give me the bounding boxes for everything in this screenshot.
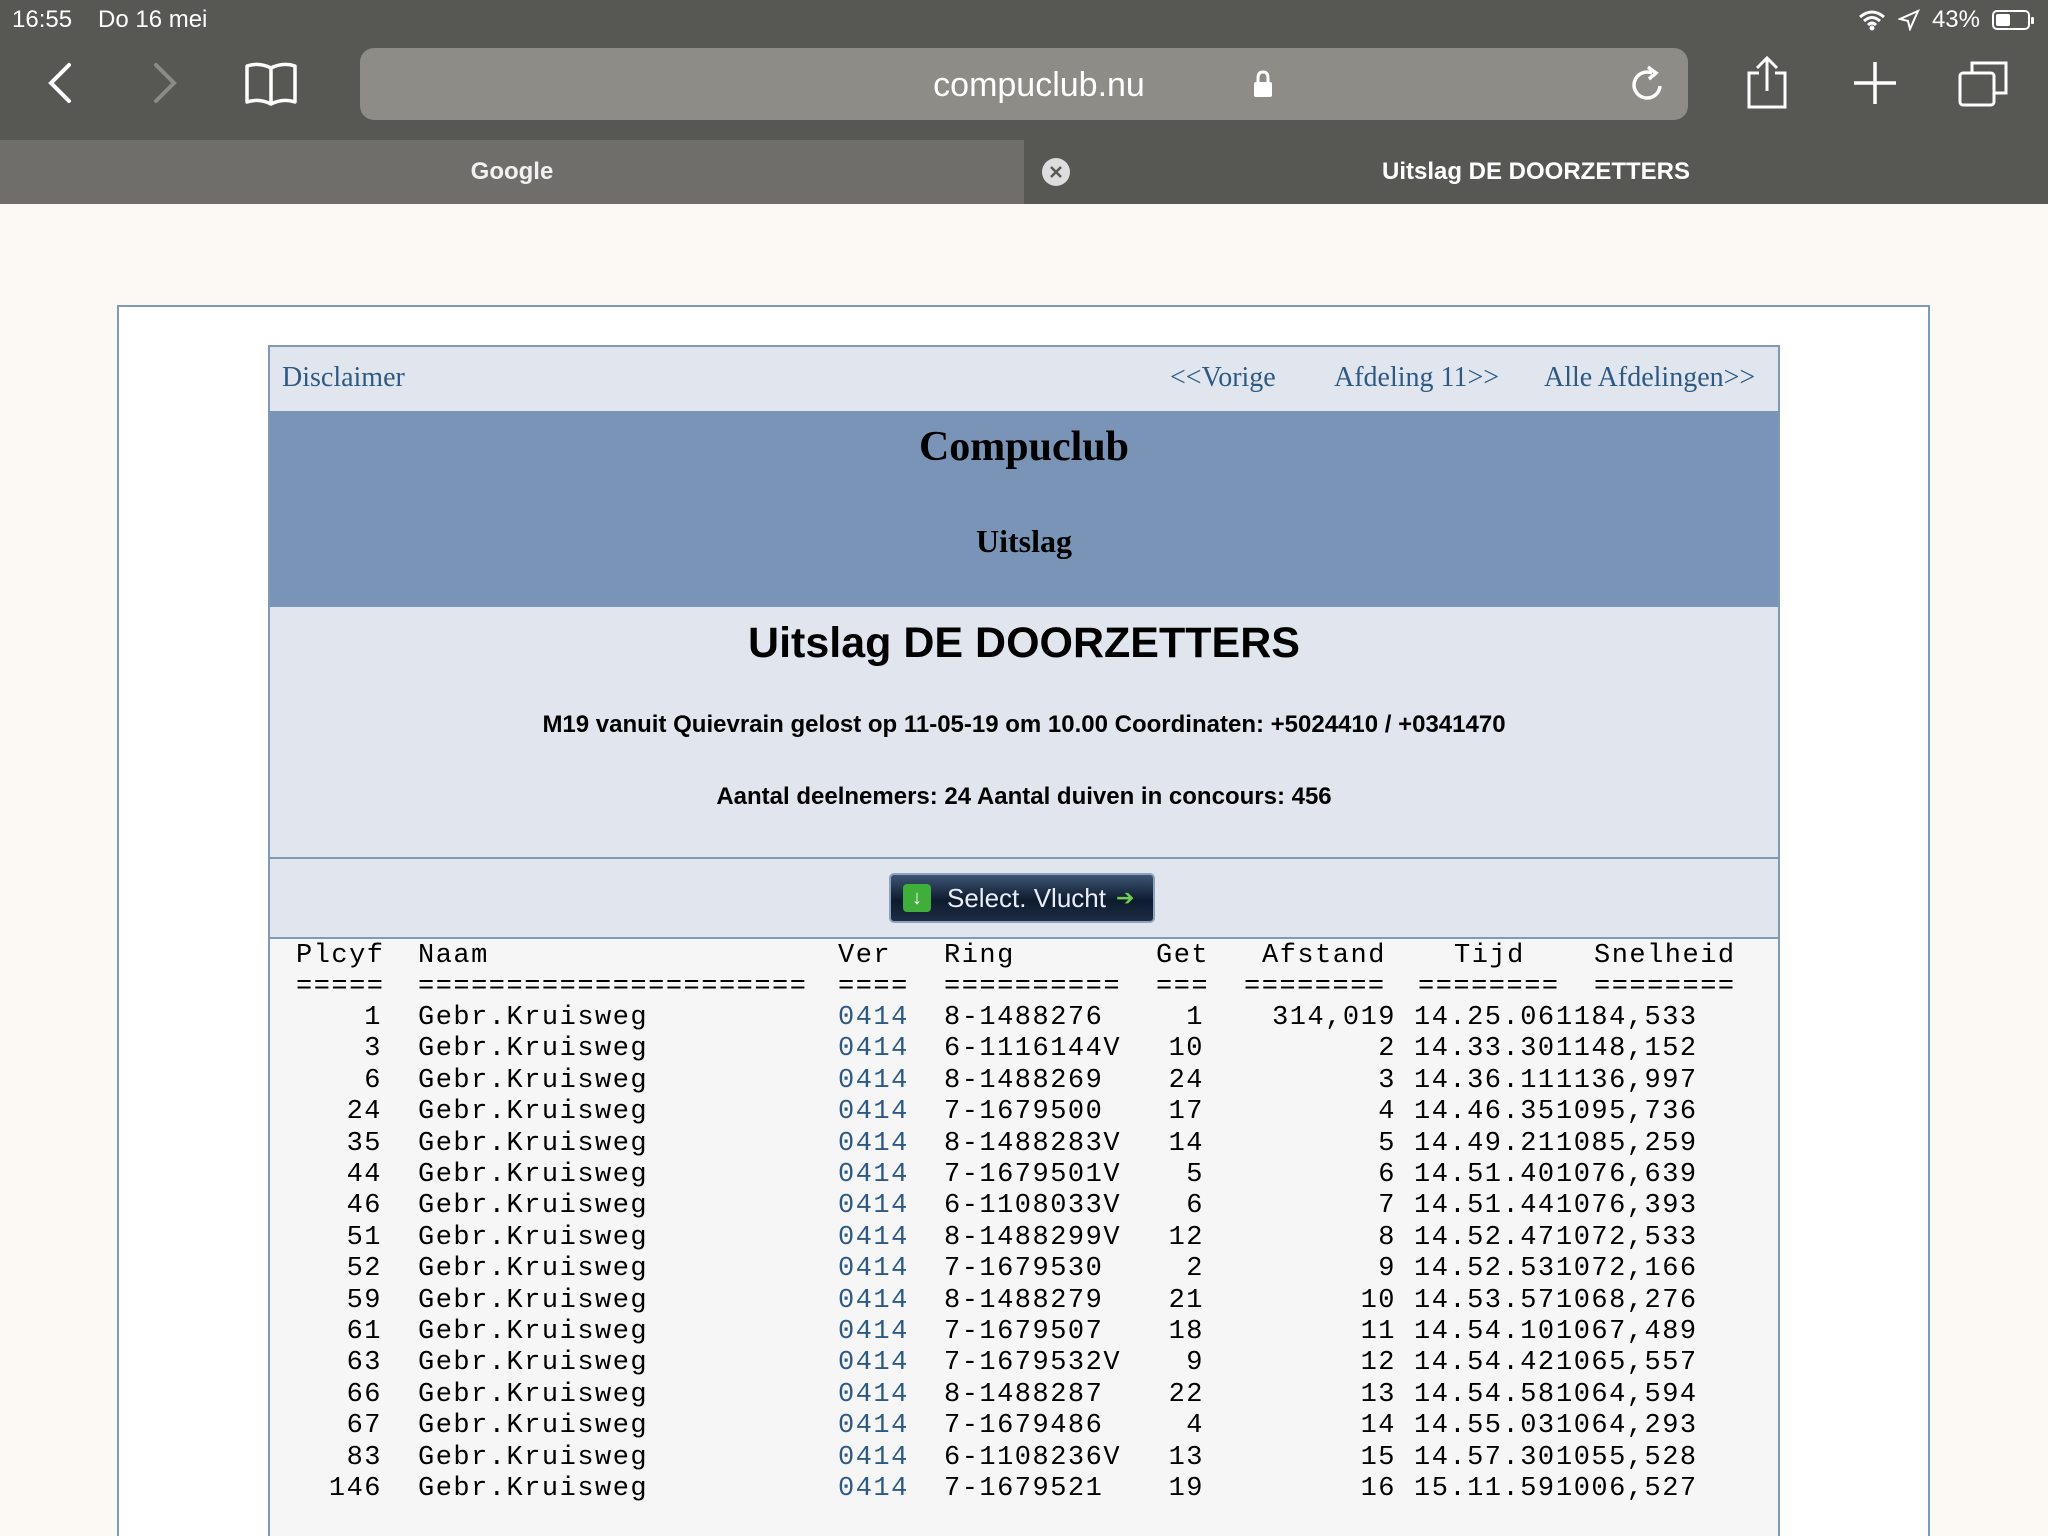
battery-icon	[1992, 10, 2030, 30]
cell-ver[interactable]: 0414	[838, 1411, 909, 1442]
cell-count: 2	[1186, 1254, 1204, 1285]
column-separator: ========	[1244, 972, 1386, 1002]
flight-info: M19 vanuit Quievrain gelost op 11-05-19 om 10.00 Coordinaten: +5024410 / +0341470	[542, 711, 1506, 738]
column-separator: ====	[838, 972, 909, 1002]
cell-ver[interactable]: 0414	[838, 1474, 909, 1504]
cell-time: 14.55.03	[1414, 1411, 1556, 1442]
column-header: Ring	[944, 941, 1015, 971]
table-row	[270, 1034, 1778, 1066]
cell-distance: 12	[1360, 1348, 1396, 1379]
cell-speed: 1064,293	[1556, 1411, 1698, 1442]
cell-count: 4	[1186, 1411, 1204, 1442]
cell-name: Gebr.Kruisweg	[418, 1285, 649, 1316]
address-bar[interactable]	[360, 48, 1688, 120]
results-header-row	[270, 941, 1778, 973]
cell-time: 14.52.47	[1414, 1222, 1556, 1253]
cell-distance: 8	[1378, 1222, 1396, 1253]
column-separator: ========	[1594, 972, 1736, 1002]
cell-place: 66	[346, 1379, 382, 1410]
cell-ring: 7-1679507	[944, 1317, 1104, 1347]
cell-ver[interactable]: 0414	[838, 1065, 909, 1096]
status-date: Do 16 mei	[98, 6, 208, 33]
table-row	[270, 1348, 1778, 1380]
cell-speed: 1085,259	[1556, 1128, 1698, 1159]
cell-time: 14.52.53	[1414, 1254, 1556, 1285]
cell-distance: 15	[1360, 1442, 1396, 1473]
cell-distance: 14	[1360, 1411, 1396, 1442]
cell-time: 14.51.40	[1414, 1160, 1556, 1190]
table-row	[270, 1254, 1778, 1286]
results-page	[268, 345, 1780, 1536]
cell-ver[interactable]: 0414	[838, 1128, 909, 1159]
cell-distance: 6	[1378, 1160, 1396, 1190]
cell-time: 14.54.10	[1414, 1317, 1556, 1347]
new-tab-button[interactable]	[1840, 48, 1910, 118]
cell-name: Gebr.Kruisweg	[418, 1065, 649, 1096]
cell-place: 146	[328, 1474, 382, 1504]
table-row	[270, 1474, 1778, 1506]
cell-count: 6	[1186, 1191, 1204, 1222]
site-subtitle: Uitslag	[976, 523, 1072, 559]
department-link[interactable]: Afdeling 11>>	[1334, 362, 1500, 393]
cell-speed: 1136,997	[1556, 1065, 1698, 1096]
table-row	[270, 1380, 1778, 1412]
cell-count: 12	[1168, 1222, 1204, 1253]
column-header: Afstand	[1262, 941, 1386, 971]
cell-distance: 11	[1360, 1317, 1396, 1347]
cell-ring: 6-1108033V	[944, 1191, 1122, 1222]
cell-place: 67	[346, 1411, 382, 1442]
select-row	[270, 859, 1778, 939]
cell-speed: 1006,527	[1556, 1474, 1698, 1504]
cell-speed: 1055,528	[1556, 1442, 1698, 1473]
cell-ring: 6-1108236V	[944, 1442, 1122, 1473]
cell-count: 24	[1168, 1065, 1204, 1096]
cell-distance: 9	[1378, 1254, 1396, 1285]
cell-distance: 3	[1378, 1065, 1396, 1096]
cell-ring: 8-1488283V	[944, 1128, 1122, 1159]
column-separator: =====	[296, 972, 385, 1002]
battery-percentage: 43%	[1931, 6, 1980, 33]
cell-count: 1	[1186, 1003, 1204, 1033]
all-departments-link[interactable]: Alle Afdelingen>>	[1544, 362, 1756, 393]
cell-count: 21	[1168, 1285, 1204, 1316]
cell-speed: 1148,152	[1556, 1034, 1698, 1065]
back-button[interactable]	[25, 48, 95, 118]
table-row	[270, 1097, 1778, 1129]
forward-button[interactable]	[130, 48, 200, 118]
participants-info: Aantal deelnemers: 24 Aantal duiven in concours: 456	[716, 783, 1332, 810]
tabs-icon	[1957, 59, 2009, 107]
cell-speed: 1072,533	[1556, 1222, 1698, 1253]
cell-time: 14.54.58	[1414, 1379, 1556, 1410]
cell-name: Gebr.Kruisweg	[418, 1411, 649, 1442]
cell-ring: 7-1679500	[944, 1097, 1104, 1128]
table-row	[270, 1129, 1778, 1161]
results-list	[270, 939, 1778, 1536]
tabs-overview-button[interactable]	[1948, 48, 2018, 118]
table-row	[270, 1443, 1778, 1475]
cell-place: 51	[346, 1222, 382, 1253]
cell-name: Gebr.Kruisweg	[418, 1254, 649, 1285]
cell-speed: 1076,393	[1556, 1191, 1698, 1222]
cell-name: Gebr.Kruisweg	[418, 1128, 649, 1159]
cell-distance: 10	[1360, 1285, 1396, 1316]
cell-ring: 8-1488299V	[944, 1222, 1122, 1253]
cell-count: 17	[1168, 1097, 1204, 1128]
cell-distance: 2	[1378, 1034, 1396, 1065]
cell-place: 1	[364, 1003, 382, 1033]
table-row	[270, 1160, 1778, 1192]
cell-distance: 16	[1360, 1474, 1396, 1504]
cell-name: Gebr.Kruisweg	[418, 1379, 649, 1410]
cell-ver[interactable]: 0414	[838, 1097, 909, 1128]
cell-distance: 4	[1378, 1097, 1396, 1128]
column-separator: ======================	[418, 972, 808, 1002]
cell-ver[interactable]: 0414	[838, 1317, 909, 1347]
cell-time: 14.46.35	[1414, 1097, 1556, 1128]
column-header: Naam	[418, 941, 489, 971]
chevron-right-icon	[150, 61, 180, 105]
cell-time: 14.57.30	[1414, 1442, 1556, 1473]
cell-distance: 7	[1378, 1191, 1396, 1222]
share-button[interactable]	[1732, 48, 1802, 118]
cell-speed: 1068,276	[1556, 1285, 1698, 1316]
cell-name: Gebr.Kruisweg	[418, 1003, 649, 1033]
share-icon	[1745, 55, 1789, 111]
results-separator-row	[270, 972, 1778, 1004]
cell-count: 10	[1168, 1034, 1204, 1065]
cell-time: 14.51.44	[1414, 1191, 1556, 1222]
cell-speed: 1184,533	[1556, 1003, 1698, 1033]
url-text: compuclub.nu	[933, 66, 1145, 104]
cell-ver[interactable]: 0414	[838, 1003, 909, 1033]
cell-distance: 13	[1360, 1379, 1396, 1410]
cell-time: 14.54.42	[1414, 1348, 1556, 1379]
cell-ver[interactable]: 0414	[838, 1348, 909, 1379]
table-row	[270, 1223, 1778, 1255]
column-header: Snelheid	[1594, 941, 1736, 971]
cell-distance: 5	[1378, 1128, 1396, 1159]
cell-time: 14.36.11	[1414, 1065, 1556, 1096]
cell-name: Gebr.Kruisweg	[418, 1160, 649, 1190]
status-bar	[0, 0, 2048, 40]
cell-distance: 314,019	[1272, 1003, 1396, 1033]
status-time: 16:55	[12, 6, 73, 33]
book-icon	[244, 60, 298, 106]
reload-icon[interactable]	[1628, 64, 1666, 104]
cell-name: Gebr.Kruisweg	[418, 1317, 649, 1347]
cell-name: Gebr.Kruisweg	[418, 1034, 649, 1065]
column-separator: ===	[1156, 972, 1210, 1002]
cell-ring: 7-1679501V	[944, 1160, 1122, 1190]
wifi-icon	[1858, 9, 1886, 31]
previous-link[interactable]: <<Vorige	[1170, 362, 1276, 393]
cell-place: 52	[346, 1254, 382, 1285]
cell-speed: 1065,557	[1556, 1348, 1698, 1379]
cell-ver[interactable]: 0414	[838, 1160, 909, 1190]
select-flight-button[interactable]	[889, 873, 1155, 923]
cell-count: 9	[1186, 1348, 1204, 1379]
cell-count: 18	[1168, 1317, 1204, 1347]
cell-speed: 1076,639	[1556, 1160, 1698, 1190]
cell-place: 63	[346, 1348, 382, 1379]
cell-ver[interactable]: 0414	[838, 1379, 909, 1410]
cell-count: 14	[1168, 1128, 1204, 1159]
cell-ver[interactable]: 0414	[838, 1285, 909, 1316]
cell-name: Gebr.Kruisweg	[418, 1222, 649, 1253]
download-icon: ↓	[903, 884, 931, 912]
cell-name: Gebr.Kruisweg	[418, 1097, 649, 1128]
table-row	[270, 1411, 1778, 1443]
column-separator: ========	[1418, 972, 1560, 1002]
column-header: Get	[1156, 941, 1210, 971]
close-tab-button[interactable]	[1042, 158, 1070, 186]
cell-ver[interactable]: 0414	[838, 1191, 909, 1222]
tab-bar	[0, 140, 2048, 204]
close-icon	[1049, 165, 1063, 179]
cell-place: 83	[346, 1442, 382, 1473]
cell-time: 14.33.30	[1414, 1034, 1556, 1065]
cell-speed: 1067,489	[1556, 1317, 1698, 1347]
cell-place: 59	[346, 1285, 382, 1316]
cell-ver[interactable]: 0414	[838, 1254, 909, 1285]
location-icon	[1898, 9, 1920, 31]
cell-time: 14.25.06	[1414, 1003, 1556, 1033]
cell-ver[interactable]: 0414	[838, 1442, 909, 1473]
cell-place: 44	[346, 1160, 382, 1190]
cell-speed: 1064,594	[1556, 1379, 1698, 1410]
column-header: Ver	[838, 941, 892, 971]
tab-google[interactable]	[0, 140, 1024, 204]
browser-toolbar	[0, 0, 2048, 140]
cell-speed: 1072,166	[1556, 1254, 1698, 1285]
table-row	[270, 1003, 1778, 1035]
cell-speed: 1095,736	[1556, 1097, 1698, 1128]
table-row	[270, 1191, 1778, 1223]
site-title: Compuclub	[918, 424, 1130, 470]
cell-count: 19	[1168, 1474, 1204, 1504]
cell-ring: 7-1679486	[944, 1411, 1104, 1442]
arrow-right-icon: ➔	[1115, 885, 1135, 910]
cell-ring: 8-1488279	[944, 1285, 1104, 1316]
cell-ring: 8-1488269	[944, 1065, 1104, 1096]
cell-ring: 8-1488287	[944, 1379, 1104, 1410]
cell-name: Gebr.Kruisweg	[418, 1191, 649, 1222]
cell-ring: 7-1679532V	[944, 1348, 1122, 1379]
cell-place: 61	[346, 1317, 382, 1347]
cell-place: 35	[346, 1128, 382, 1159]
cell-place: 3	[364, 1034, 382, 1065]
cell-place: 6	[364, 1065, 382, 1096]
cell-ring: 7-1679521	[944, 1474, 1104, 1504]
cell-name: Gebr.Kruisweg	[418, 1442, 649, 1473]
column-header: Plcyf	[296, 941, 385, 971]
tab-label: Uitslag DE DOORZETTERS	[1381, 158, 1691, 185]
cell-name: Gebr.Kruisweg	[418, 1348, 649, 1379]
cell-time: 14.49.21	[1414, 1128, 1556, 1159]
cell-ring: 7-1679530	[944, 1254, 1104, 1285]
table-row	[270, 1317, 1778, 1349]
select-flight-label: Select. Vlucht	[947, 882, 1106, 913]
cell-ver[interactable]: 0414	[838, 1034, 909, 1065]
site-banner	[270, 411, 1778, 607]
cell-place: 24	[346, 1097, 382, 1128]
cell-ver[interactable]: 0414	[838, 1222, 909, 1253]
cell-place: 46	[346, 1191, 382, 1222]
table-row	[270, 1066, 1778, 1098]
cell-count: 22	[1168, 1379, 1204, 1410]
cell-ring: 6-1116144V	[944, 1034, 1122, 1065]
chevron-left-icon	[45, 61, 75, 105]
status-indicators	[1858, 6, 2030, 34]
page-title: Uitslag DE DOORZETTERS	[748, 619, 1300, 667]
plus-icon	[1852, 60, 1898, 106]
cell-count: 13	[1168, 1442, 1204, 1473]
cell-time: 15.11.59	[1414, 1474, 1556, 1504]
cell-ring: 8-1488276	[944, 1003, 1104, 1033]
result-heading	[270, 607, 1778, 859]
tab-uitslag[interactable]	[1024, 140, 2048, 204]
cell-name: Gebr.Kruisweg	[418, 1474, 649, 1504]
cell-time: 14.53.57	[1414, 1285, 1556, 1316]
page-nav	[270, 347, 1778, 411]
tab-label: Google	[470, 158, 554, 185]
bookmarks-button[interactable]	[236, 48, 306, 118]
column-separator: ==========	[944, 972, 1122, 1002]
table-row	[270, 1286, 1778, 1318]
disclaimer-link[interactable]: Disclaimer	[282, 362, 405, 393]
column-header: Tijd	[1454, 941, 1525, 971]
cell-count: 5	[1186, 1160, 1204, 1190]
